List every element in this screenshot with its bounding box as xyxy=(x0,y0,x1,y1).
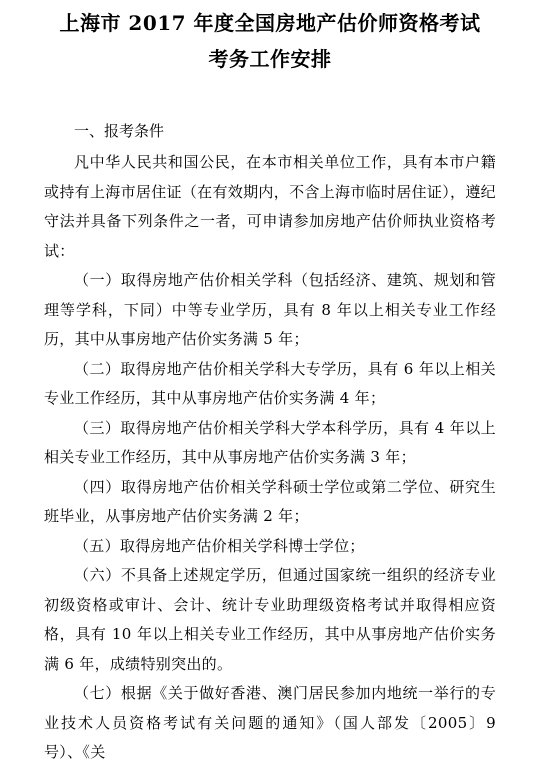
section-heading-eligibility: 一、报考条件 xyxy=(74,122,165,140)
document-title-line1: 上海市 2017 年度全国房地产估价师资格考试 xyxy=(59,11,481,35)
paragraph-intro: 凡中华人民共和国公民，在本市相关单位工作，具有本市户籍或持有上海市居住证（在有效期内，不含上海市临时居住证），遵纪守法并具备下列条件之一者，可申请参加房地产估价师执业资格考试： xyxy=(44,153,496,260)
paragraph-condition-3: （三）取得房地产估价相关学科大学本科学历，具有 4 年以上相关专业工作经历，其中从事房地产估价实务满 3 年； xyxy=(44,418,496,466)
paragraph-condition-4: （四）取得房地产估价相关学科硕士学位或第二学位、研究生班毕业，从事房地产估价实务满 2 年； xyxy=(44,477,496,525)
paragraph-condition-7: （七）根据《关于做好香港、澳门居民参加内地统一举行的专业技术人员资格考试有关问题的通知》（国人部发〔2005〕9 号）、《关 xyxy=(44,684,496,761)
paragraph-condition-6: （六）不具备上述规定学历，但通过国家统一组织的经济专业初级资格或审计、会计、统计专业助理级资格考试并取得相应资格，具有 10 年以上相关专业工作经历，其中从事房地产估价实务满 6 年，成绩特别突出的。 xyxy=(44,566,496,673)
document-title-line2: 考务工作安排 xyxy=(208,47,332,71)
paragraph-condition-2: （二）取得房地产估价相关学科大专学历，具有 6 年以上相关专业工作经历，其中从事房地产估价实务满 4 年； xyxy=(44,359,496,407)
paragraph-condition-5: （五）取得房地产估价相关学科博士学位； xyxy=(74,536,365,555)
paragraph-condition-1: （一）取得房地产估价相关学科（包括经济、建筑、规划和管理等学科，下同）中等专业学历，具有 8 年以上相关专业工作经历，其中从事房地产估价实务满 5 年； xyxy=(44,271,496,348)
